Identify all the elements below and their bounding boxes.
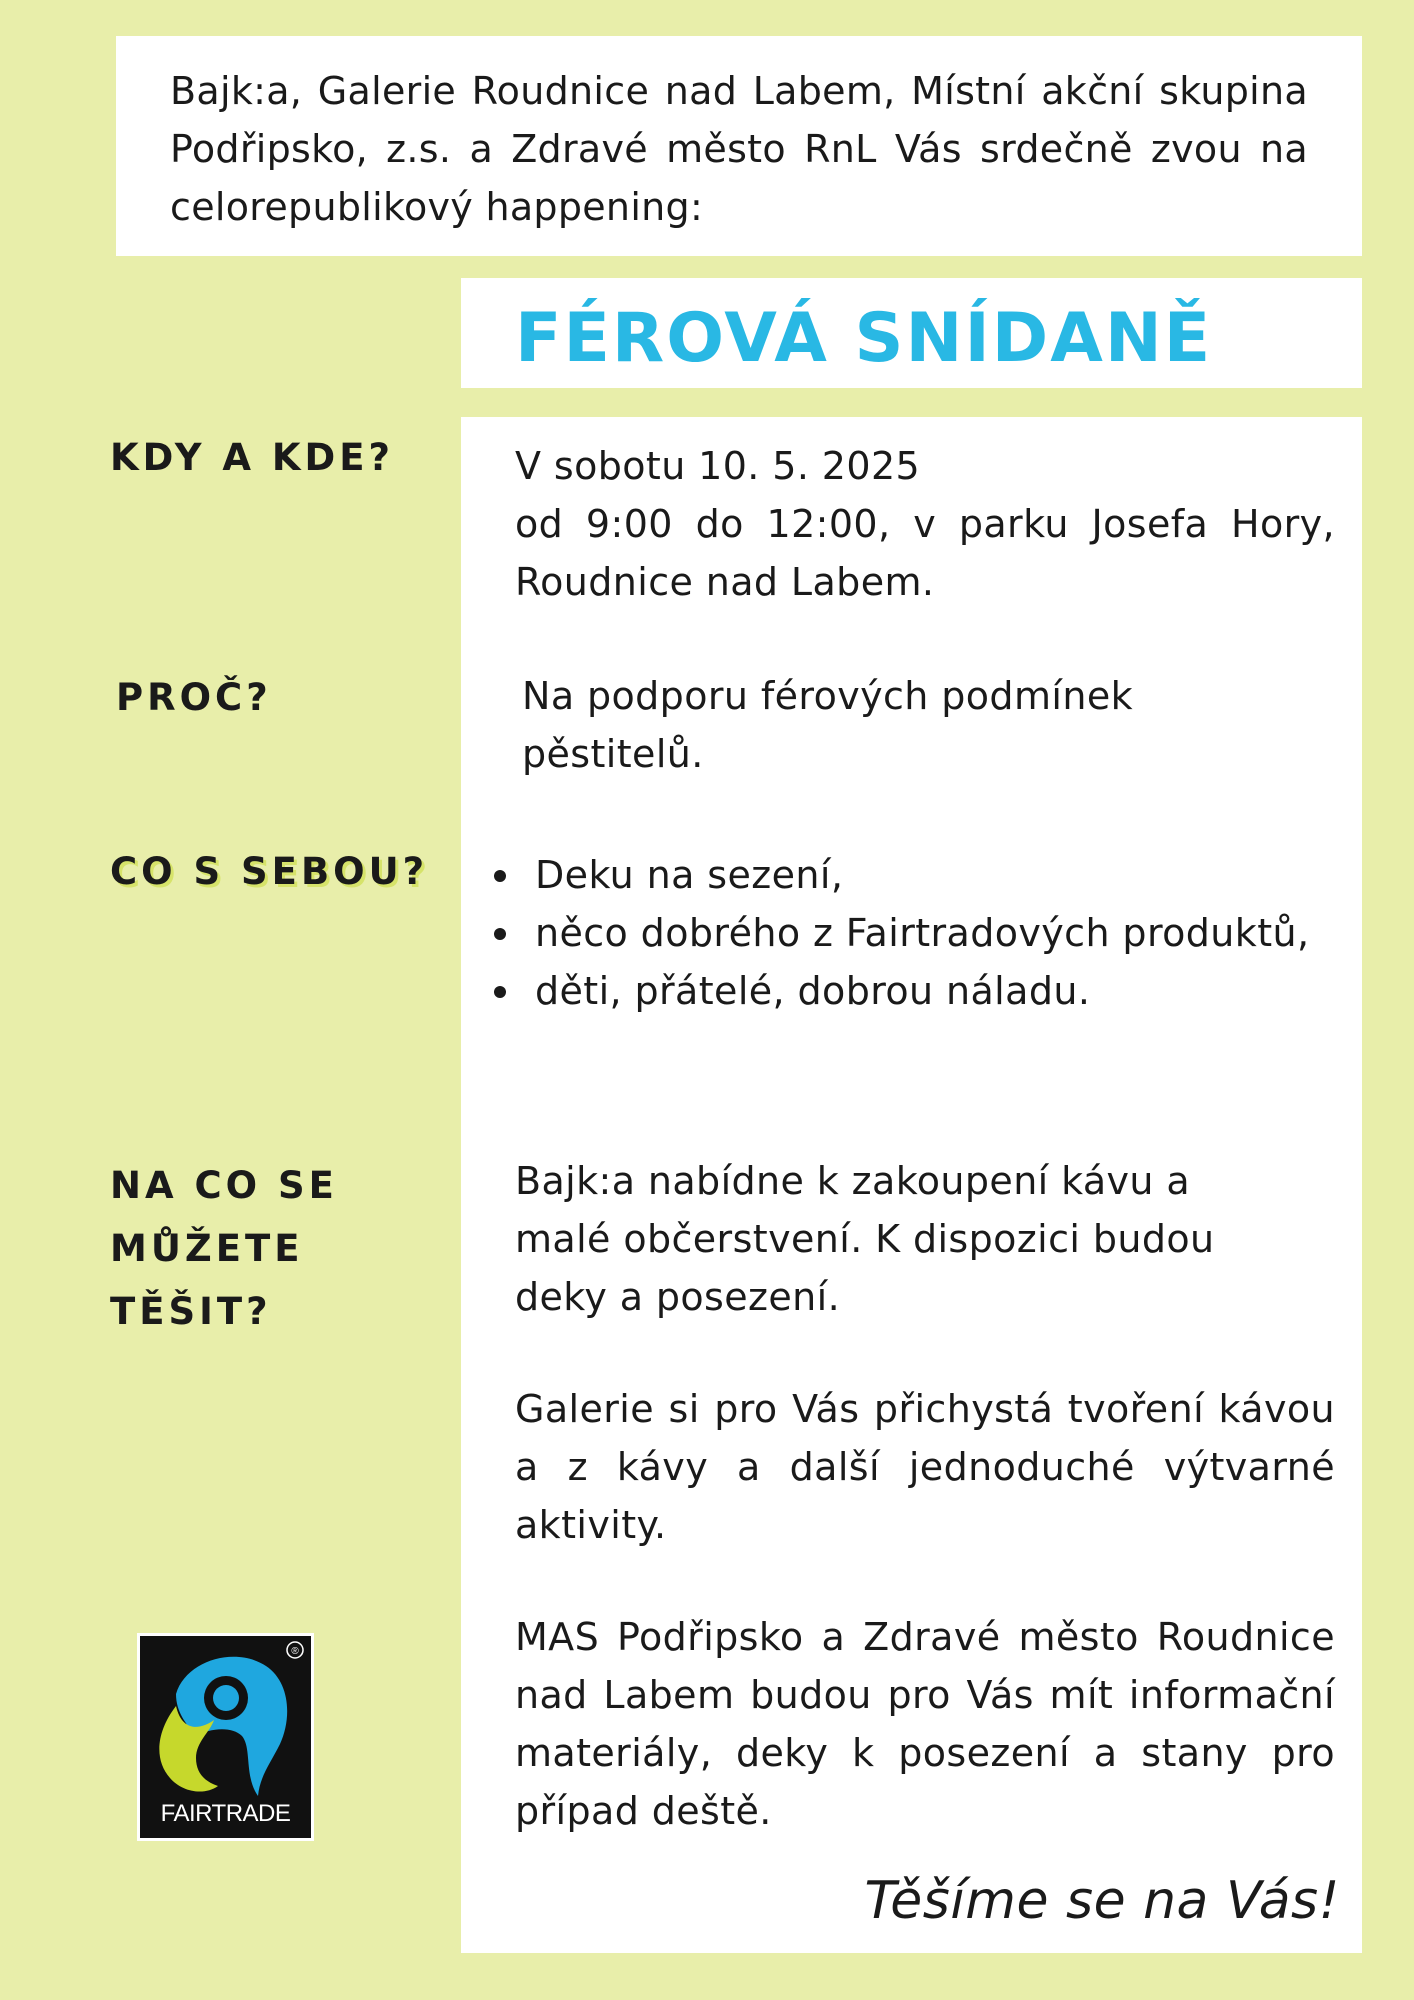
intro-box — [116, 36, 1362, 256]
offer-paragraph-1: Bajk:a nabídne k zakoupení kávu a malé občerstvení. K dispozici budou deky a posezení. — [515, 1159, 1215, 1319]
list-item — [468, 846, 1328, 904]
offer-paragraph-2: Galerie si pro Vás přichystá tvoření kávou a z kávy a další jednoduché výtvarné aktivity. — [515, 1387, 1335, 1547]
content-box — [461, 417, 1362, 1953]
when-time-place: od 9:00 do 12:00, v parku Josefa Hory, Roudnice nad Labem. — [515, 502, 1335, 604]
list-item — [468, 904, 1328, 962]
fairtrade-logo — [137, 1633, 314, 1841]
list-item-text: Deku na sezení, — [535, 853, 844, 897]
label-line: MŮŽETE — [110, 1227, 304, 1270]
list-item-text: děti, přátelé, dobrou náladu. — [535, 969, 1091, 1013]
offer-paragraph-3: MAS Podřipsko a Zdravé město Roudnice nad Labem budou pro Vás mít informační materiály, deky k posezení a stany pro případ deště. — [515, 1615, 1335, 1833]
closing-text: Těšíme se na Vás! — [864, 1871, 1340, 1931]
intro-text: Bajk:a, Galerie Roudnice nad Labem, Místní akční skupina Podřipsko, z.s. a Zdravé město RnL Vás srdečně zvou na celorepublikový happening: — [170, 69, 1308, 229]
bullet-icon — [494, 870, 506, 882]
list-item — [468, 962, 1328, 1020]
label-line: TĚŠIT? — [110, 1290, 272, 1333]
logo-text: FAIRTRADE — [160, 1800, 291, 1827]
label-bring: CO S SEBOU? — [110, 850, 429, 893]
label-line: NA CO SE — [110, 1164, 338, 1207]
when-date: V sobotu 10. 5. 2025 — [515, 444, 921, 488]
label-when-where: KDY A KDE? — [110, 436, 395, 479]
label-why: PROČ? — [116, 676, 272, 719]
page-title: FÉROVÁ SNÍDANĚ — [515, 299, 1213, 378]
bullet-icon — [494, 928, 506, 940]
bring-list — [468, 846, 1328, 1020]
label-look-forward — [110, 1154, 338, 1343]
list-item-text: něco dobrého z Fairtradových produktů, — [535, 911, 1310, 955]
why-text: Na podporu férových podmínek pěstitelů. — [522, 674, 1133, 776]
registered-mark: ® — [291, 1646, 299, 1657]
title-box — [461, 278, 1362, 388]
bullet-icon — [494, 986, 506, 998]
